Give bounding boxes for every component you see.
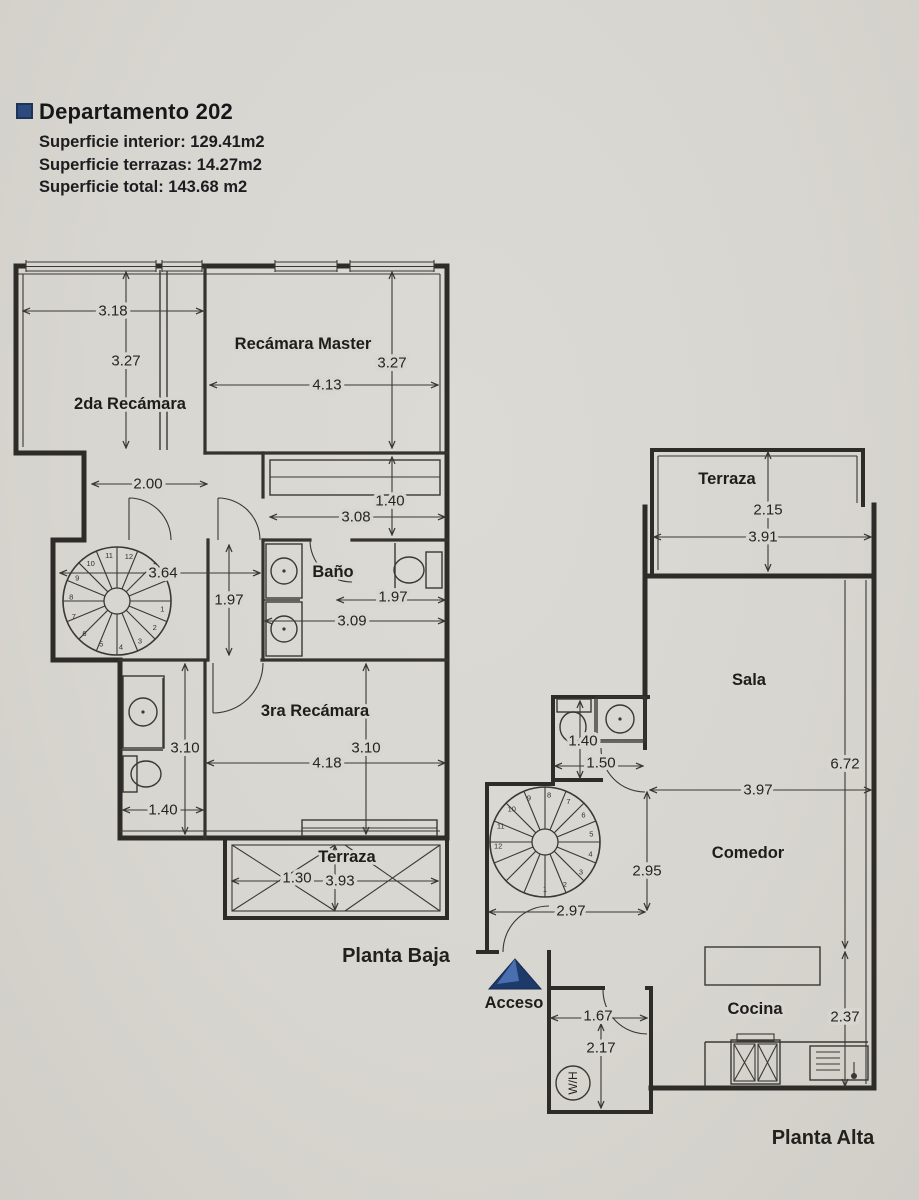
room-label-cocina: Cocina bbox=[727, 1000, 783, 1018]
dim-label: 1.97 bbox=[378, 588, 408, 606]
dim-label: 2.95 bbox=[632, 862, 662, 880]
dim-label: 3.27 bbox=[111, 352, 141, 370]
dining-island bbox=[705, 947, 820, 985]
dim-label: 1.30 bbox=[282, 869, 312, 887]
dim-label: 3.91 bbox=[748, 528, 778, 546]
room-label-terraza-pb: Terraza bbox=[318, 848, 376, 866]
surface-interior-line: Superficie interior: 129.41m2 bbox=[39, 133, 265, 151]
planta-alta-plan bbox=[478, 450, 875, 1149]
pb-dimension-labels bbox=[98, 303, 407, 890]
stair-step-number: 7 bbox=[566, 796, 571, 806]
dim-label: 2.97 bbox=[556, 902, 586, 920]
stair-step-number: 9 bbox=[526, 793, 532, 803]
stair-step-number: 5 bbox=[99, 639, 104, 649]
dim-label: 3.10 bbox=[351, 739, 381, 757]
dim-label: 2.15 bbox=[753, 501, 783, 519]
stair-step-number: 12 bbox=[124, 552, 134, 562]
dim-label: 2.00 bbox=[133, 475, 163, 493]
stair-step-number: 4 bbox=[588, 849, 593, 859]
stair-step-number: 5 bbox=[589, 829, 594, 839]
stair-step-number: 10 bbox=[86, 558, 95, 568]
dim-label: 3.97 bbox=[743, 781, 773, 799]
dim-label: 2.37 bbox=[830, 1008, 860, 1026]
stair-step-number: 11 bbox=[496, 821, 505, 831]
kitchen-sink-icon bbox=[705, 1042, 868, 1086]
dim-label: 4.13 bbox=[312, 376, 342, 394]
pa-walls bbox=[478, 450, 874, 1112]
stair-step-number: 7 bbox=[71, 612, 76, 622]
dim-label: 3.93 bbox=[325, 872, 355, 890]
pa-bath-sink-icon bbox=[597, 697, 645, 742]
stair-step-number: 12 bbox=[494, 841, 503, 851]
dim-label: 2.17 bbox=[586, 1039, 616, 1057]
dim-label: 1.40 bbox=[148, 801, 178, 819]
surface-terraces-line: Superficie terrazas: 14.27m2 bbox=[39, 155, 262, 174]
pa-room-labels bbox=[485, 470, 876, 1149]
pb-toilet-icon bbox=[394, 552, 442, 588]
room-label-terraza-pa: Terraza bbox=[698, 470, 756, 488]
stair-step-number: 8 bbox=[69, 592, 74, 602]
dim-label: 3.08 bbox=[341, 508, 371, 526]
stair-step-number: 3 bbox=[578, 867, 584, 877]
room-label-recamara-master: Recámara Master bbox=[234, 335, 372, 353]
stair-step-number: 6 bbox=[581, 810, 586, 820]
stair-step-number: 8 bbox=[547, 790, 552, 800]
dim-label: 3.64 bbox=[148, 564, 178, 582]
caption-planta-alta: Planta Alta bbox=[771, 1127, 875, 1149]
water-heater-label: W/H bbox=[566, 1071, 580, 1095]
room-label-3ra-recamara: 3ra Recámara bbox=[260, 702, 370, 720]
room-label-bano: Baño bbox=[312, 563, 354, 581]
stair-step-number: 10 bbox=[507, 804, 516, 814]
stair-step-number: 2 bbox=[152, 622, 157, 632]
dim-label: 1.40 bbox=[568, 732, 598, 750]
room-label-2da-recamara: 2da Recámara bbox=[74, 395, 186, 413]
access-label: Acceso bbox=[484, 994, 544, 1012]
planta-baja-plan bbox=[16, 260, 451, 967]
access-arrow-icon bbox=[489, 959, 541, 989]
stair-step-number: 4 bbox=[118, 642, 124, 652]
stair-step-number: 2 bbox=[562, 880, 567, 890]
dim-label: 3.27 bbox=[377, 354, 407, 372]
stair-step-number: 6 bbox=[82, 629, 87, 639]
dim-label: 4.18 bbox=[312, 754, 342, 772]
dim-label: 1.50 bbox=[586, 754, 616, 772]
stair-step-number: 1 bbox=[542, 884, 548, 894]
room-label-comedor: Comedor bbox=[711, 844, 785, 862]
dim-label: 3.09 bbox=[337, 612, 367, 630]
stair-step-number: 9 bbox=[75, 573, 80, 583]
dim-label: 1.97 bbox=[214, 591, 244, 609]
pa-spiral-stair-icon bbox=[490, 787, 600, 897]
dim-label: 1.67 bbox=[583, 1007, 613, 1025]
pb-bath3-fixtures bbox=[123, 676, 164, 792]
dim-label: 6.72 bbox=[830, 755, 860, 773]
pb-spiral-stair-icon bbox=[63, 547, 171, 655]
dim-label: 3.18 bbox=[98, 302, 128, 320]
caption-planta-baja: Planta Baja bbox=[342, 945, 450, 967]
room-label-sala: Sala bbox=[732, 671, 766, 689]
dim-label: 1.40 bbox=[375, 492, 405, 510]
apartment-title: Departamento 202 bbox=[39, 99, 233, 124]
dim-label: 3.10 bbox=[170, 739, 200, 757]
stair-step-number: 3 bbox=[137, 636, 143, 646]
surface-total-line: Superficie total: 143.68 m2 bbox=[39, 178, 248, 196]
pa-dimension-lines bbox=[489, 452, 871, 1108]
water-heater-icon bbox=[556, 1066, 590, 1100]
stair-step-number: 1 bbox=[160, 604, 165, 614]
stair-step-number: 11 bbox=[105, 551, 113, 561]
